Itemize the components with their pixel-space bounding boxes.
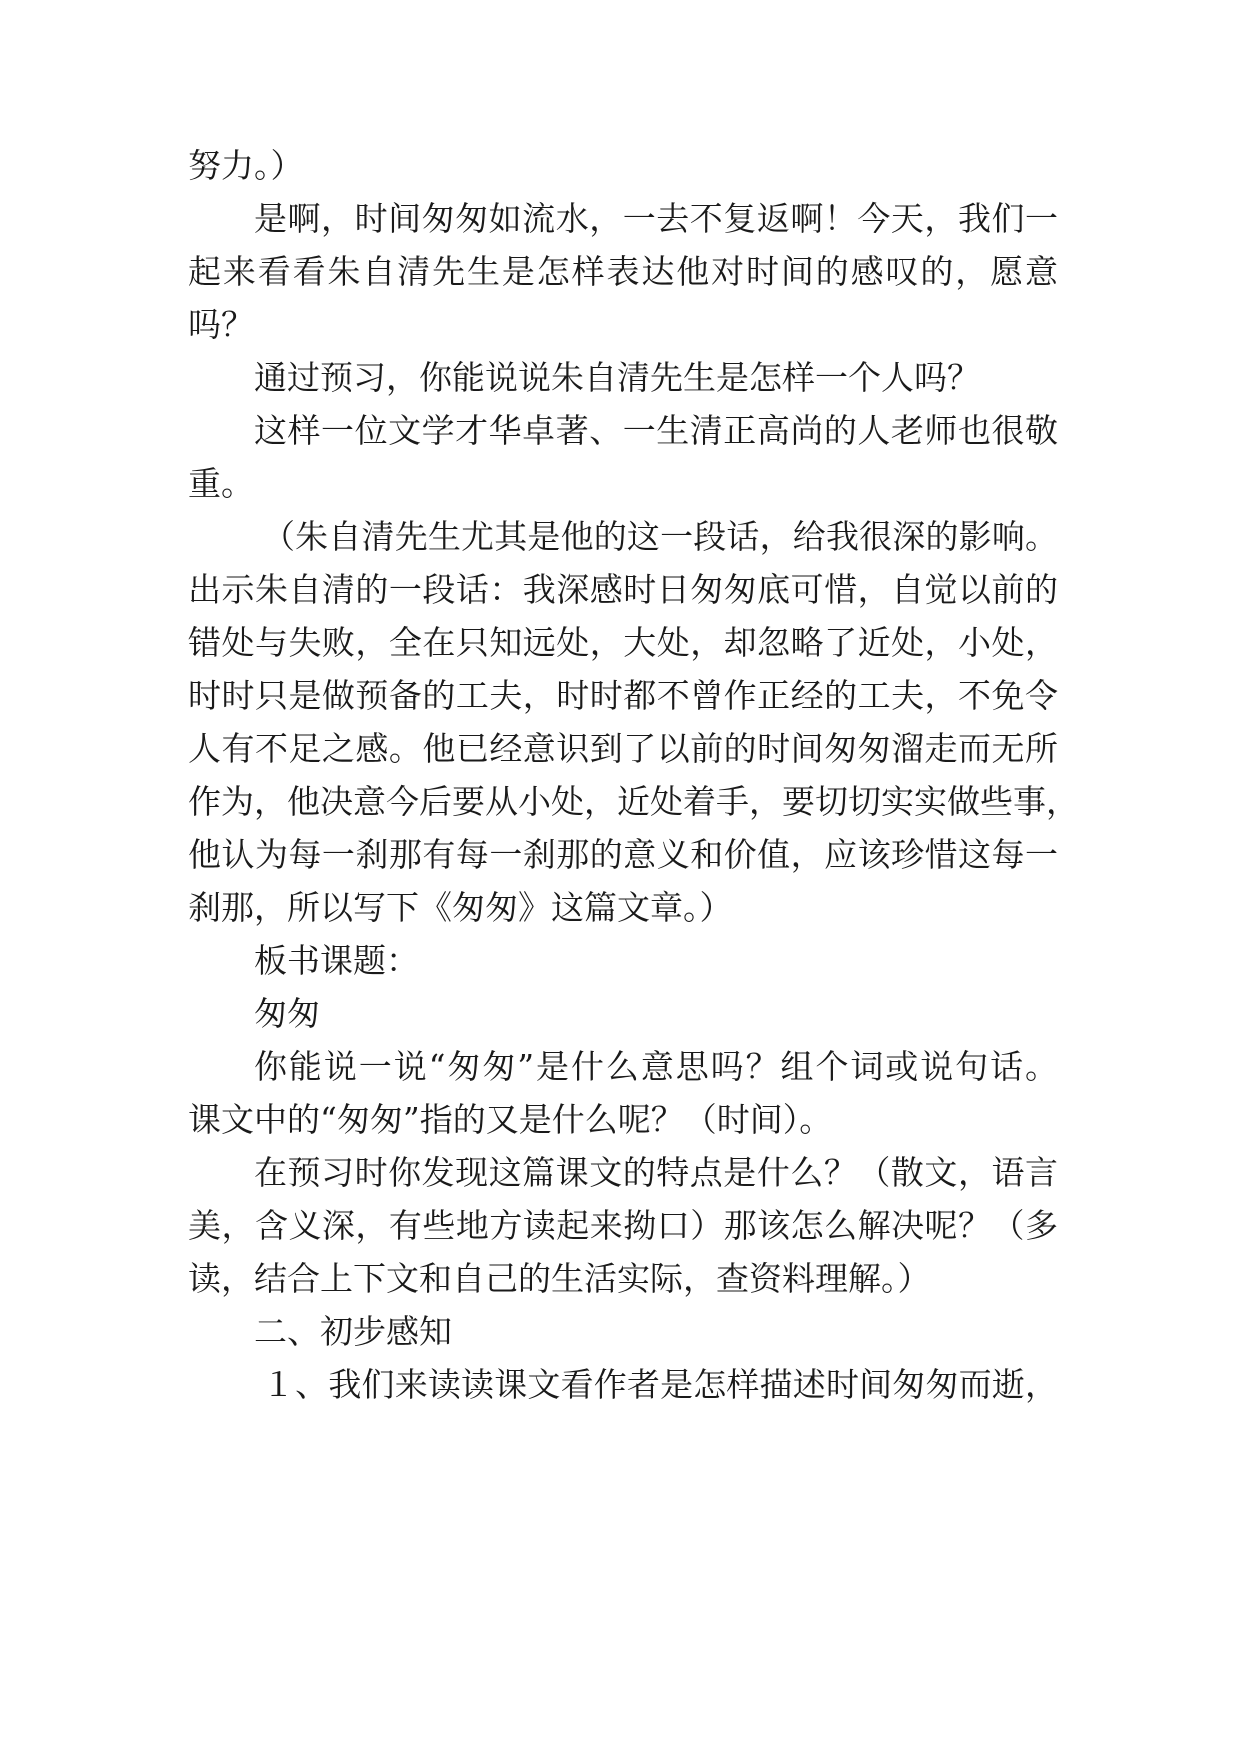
text-line: 这样一位文学才华卓著、一生清正高尚的人老师也很敬 [254,411,1058,450]
text-line: 努力。） [188,146,304,185]
text-line: 板书课题： [254,941,419,980]
text-line: 作为，他决意今后要从小处，近处着手，要切切实实做些事， [188,782,1079,821]
text-line: 通过预习，你能说说朱自清先生是怎样一个人吗？ [254,358,980,397]
text-line: 起来看看朱自清先生是怎样表达他对时间的感叹的，愿意 [188,252,1058,291]
text-line: 人有不足之感。他已经意识到了以前的时间匆匆溜走而无所 [188,729,1058,768]
text-line: 重。 [188,464,254,503]
text-line: 读，结合上下文和自己的生活实际，查资料理解。） [188,1259,931,1298]
text-line: 美，含义深，有些地方读起来拗口）那该怎么解决呢？（多 [188,1206,1058,1245]
text-line: 在预习时你发现这篇课文的特点是什么？（散文，语言 [254,1153,1058,1192]
section-heading: 二、初步感知 [254,1312,452,1351]
text-line: 刹那，所以写下《匆匆》这篇文章。） [188,888,733,927]
text-line: 是啊，时间匆匆如流水，一去不复返啊！今天，我们一 [254,199,1058,238]
text-line: 错处与失败，全在只知远处，大处，却忽略了近处，小处， [188,623,1058,662]
text-line: （朱自清先生尤其是他的这一段话，给我很深的影响。 [262,517,1058,556]
text-line: １、我们来读读课文看作者是怎样描述时间匆匆而逝， [262,1365,1058,1404]
text-line: 你能说一说“匆匆”是什么意思吗？组个词或说句话。 [254,1047,1058,1086]
text-line: 吗？ [188,305,254,344]
text-line: 匆匆 [254,994,320,1033]
text-line: 时时只是做预备的工夫，时时都不曾作正经的工夫，不免令 [188,676,1058,715]
text-line: 出示朱自清的一段话：我深感时日匆匆底可惜，自觉以前的 [188,570,1058,609]
text-line: 他认为每一刹那有每一刹那的意义和价值，应该珍惜这每一 [188,835,1058,874]
text-line: 课文中的“匆匆”指的又是什么呢？（时间）。 [188,1100,833,1139]
